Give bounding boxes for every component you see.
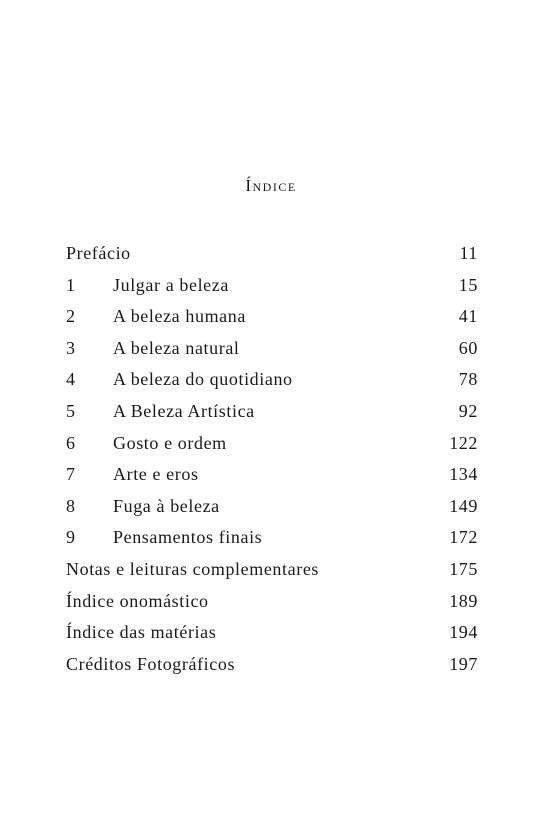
toc-entry-page: 189: [449, 590, 478, 611]
toc-entry-number: 4: [66, 369, 76, 390]
toc-entry-title: A beleza do quotidiano: [113, 369, 293, 390]
toc-entry-prefacio[interactable]: [66, 243, 478, 275]
toc-entry-chapter-4[interactable]: [66, 369, 478, 401]
toc-entry-indice-onomastico[interactable]: [66, 591, 478, 623]
toc-entry-number: 3: [66, 337, 76, 358]
toc-entry-page: 60: [458, 337, 478, 358]
page-title: Índice: [245, 176, 297, 195]
toc-entry-chapter-9[interactable]: [66, 527, 478, 559]
toc-entry-page: 78: [458, 369, 478, 390]
toc-entry-number: 1: [66, 274, 76, 295]
toc-entry-title: Pensamentos finais: [113, 527, 263, 548]
toc-entry-chapter-2[interactable]: [66, 306, 478, 338]
toc-entry-page: 15: [458, 274, 478, 295]
toc-entry-chapter-7[interactable]: [66, 464, 478, 496]
toc-entry-number: 6: [66, 432, 76, 453]
toc-entry-number: 7: [66, 464, 76, 485]
toc-entry-page: 175: [449, 558, 478, 579]
toc-entry-number: 2: [66, 306, 76, 327]
toc-entry-page: 92: [458, 400, 478, 421]
toc-entry-title: Gosto e ordem: [113, 432, 227, 453]
toc-entry-title: Arte e eros: [113, 464, 199, 485]
toc-entry-chapter-6[interactable]: [66, 433, 478, 465]
toc-entry-title: Prefácio: [66, 243, 131, 263]
toc-entry-title: A beleza natural: [113, 337, 240, 358]
toc-entry-number: 5: [66, 400, 76, 421]
toc-entry-chapter-3[interactable]: [66, 338, 478, 370]
toc-entry-title: Créditos Fotográficos: [66, 653, 236, 674]
toc-entry-title: Índice onomástico: [66, 590, 209, 611]
toc-entry-page: 194: [449, 622, 478, 643]
toc-entry-page: 41: [458, 306, 478, 327]
toc-entry-number: 8: [66, 495, 76, 516]
toc-entry-title: Fuga à beleza: [113, 495, 220, 516]
toc-entry-page: 172: [449, 527, 478, 548]
toc-entry-title: Julgar a beleza: [113, 274, 229, 295]
toc-entry-title: A Beleza Artística: [113, 400, 255, 421]
toc-entry-indice-materias[interactable]: [66, 622, 478, 654]
toc-entry-page: 122: [449, 432, 478, 453]
toc-entry-chapter-8[interactable]: [66, 496, 478, 528]
table-of-contents: [66, 243, 478, 685]
toc-entry-number: 9: [66, 527, 76, 548]
toc-entry-page: 149: [449, 495, 478, 516]
toc-entry-title: A beleza humana: [113, 306, 246, 327]
toc-entry-notas[interactable]: [66, 559, 478, 591]
toc-entry-chapter-5[interactable]: [66, 401, 478, 433]
toc-entry-title: Índice das matérias: [66, 622, 217, 643]
toc-entry-page: 11: [459, 243, 478, 263]
toc-entry-page: 134: [449, 464, 478, 485]
toc-entry-title: Notas e leituras complementares: [66, 558, 320, 579]
toc-entry-chapter-1[interactable]: [66, 275, 478, 307]
toc-entry-page: 197: [449, 653, 478, 674]
toc-entry-creditos[interactable]: [66, 654, 478, 686]
